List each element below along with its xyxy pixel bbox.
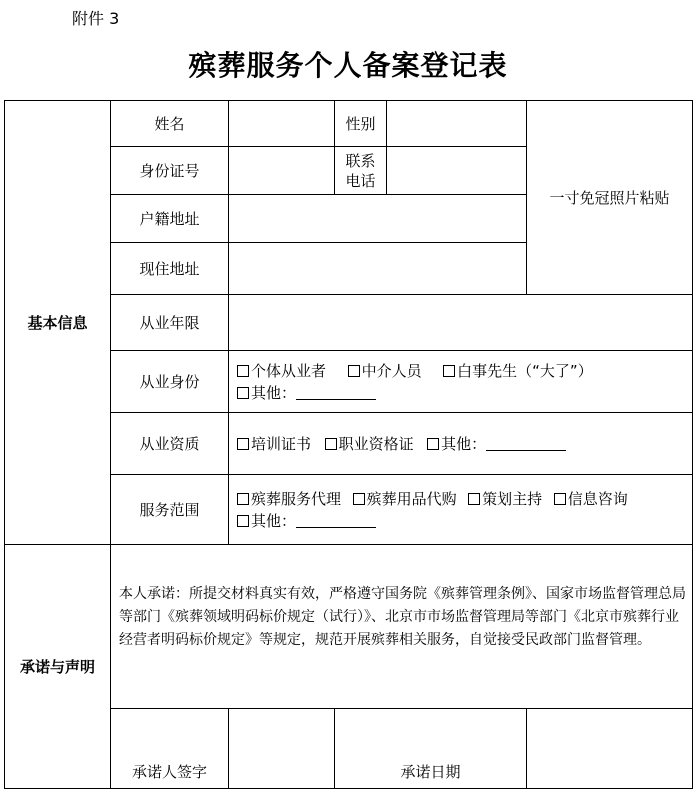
other-blank-line[interactable] — [296, 513, 376, 528]
household-address-label: 户籍地址 — [111, 195, 229, 243]
registration-form-table — [4, 100, 693, 789]
identity-option-funeral-master[interactable] — [443, 362, 593, 380]
id-number-field[interactable] — [229, 147, 335, 195]
checkbox-icon — [554, 493, 566, 505]
gender-label: 性别 — [335, 101, 387, 147]
work-identity-label: 从业身份 — [111, 351, 229, 413]
id-number-label: 身份证号 — [111, 147, 229, 195]
option-label: 个体从业者 — [251, 361, 327, 380]
checkbox-icon — [237, 387, 249, 399]
checkbox-icon — [468, 493, 480, 505]
current-address-label: 现住地址 — [111, 243, 229, 295]
checkbox-icon — [348, 365, 360, 377]
pledge-text: 本人承诺：所提交材料真实有效，严格遵守国务院《殡葬管理条例》、国家市场监督管理总局等部门《殡葬领域明码标价规定（试行）》、北京市市场监督管理局等部门《北京市殡葬行业经营者明码标价规定》等规定，规范开展殡葬相关服务，自觉接受民政部门监督管理。 — [111, 545, 693, 709]
work-identity-options — [229, 351, 693, 413]
option-label: 职业资格证 — [338, 434, 414, 453]
qualification-option-other[interactable] — [427, 435, 566, 453]
gender-field[interactable] — [387, 101, 527, 147]
checkbox-icon — [237, 493, 249, 505]
option-label: 信息咨询 — [567, 489, 628, 508]
other-blank-line[interactable] — [296, 385, 376, 400]
scope-option-agency[interactable] — [237, 490, 341, 508]
option-label: 殡葬服务代理 — [251, 489, 342, 508]
household-address-field[interactable] — [229, 195, 527, 243]
other-blank-line[interactable] — [486, 436, 566, 451]
work-years-label: 从业年限 — [111, 295, 229, 351]
qualification-options — [229, 413, 693, 475]
checkbox-icon — [325, 438, 337, 450]
checkbox-icon — [237, 365, 249, 377]
checkbox-icon — [353, 493, 365, 505]
section-pledge: 承诺与声明 — [5, 545, 111, 789]
checkbox-icon — [427, 438, 439, 450]
qualification-option-professional-cert[interactable] — [325, 435, 414, 453]
option-label: 其他： — [251, 383, 297, 402]
option-label: 其他： — [251, 511, 297, 530]
signature-field[interactable] — [229, 709, 335, 789]
form-title: 殡葬服务个人备案登记表 — [188, 49, 508, 82]
pledge-date-label: 承诺日期 — [335, 709, 527, 789]
qualification-option-training-cert[interactable] — [237, 435, 311, 453]
contact-label-line1: 联系 — [345, 151, 376, 170]
checkbox-icon — [237, 438, 249, 450]
scope-option-consulting[interactable] — [554, 490, 628, 508]
scope-option-planning[interactable] — [468, 490, 542, 508]
photo-label: 一寸免冠照片粘贴 — [549, 189, 670, 207]
identity-option-intermediary[interactable] — [348, 362, 422, 380]
checkbox-icon — [443, 365, 455, 377]
qualification-label: 从业资质 — [111, 413, 229, 475]
pledge-date-field[interactable] — [527, 709, 693, 789]
name-label: 姓名 — [111, 101, 229, 147]
contact-phone-label — [335, 147, 387, 195]
identity-option-individual[interactable] — [237, 362, 326, 380]
option-label: 中介人员 — [361, 361, 422, 380]
identity-option-other[interactable] — [237, 384, 376, 402]
option-label: 培训证书 — [251, 434, 312, 453]
work-years-field[interactable] — [229, 295, 693, 351]
scope-option-purchase[interactable] — [353, 490, 457, 508]
option-label: 其他： — [441, 434, 487, 453]
attachment-label: 附件 3 — [72, 9, 120, 28]
photo-area[interactable] — [527, 101, 693, 295]
service-scope-options — [229, 475, 693, 545]
section-basic-info: 基本信息 — [5, 101, 111, 545]
signature-label: 承诺人签字 — [111, 709, 229, 789]
service-scope-label: 服务范围 — [111, 475, 229, 545]
contact-phone-field[interactable] — [387, 147, 527, 195]
option-label: 白事先生（“大了”） — [457, 361, 593, 380]
option-label: 策划主持 — [482, 489, 543, 508]
name-field[interactable] — [229, 101, 335, 147]
current-address-field[interactable] — [229, 243, 527, 295]
checkbox-icon — [237, 515, 249, 527]
contact-label-line2: 电话 — [345, 171, 376, 190]
scope-option-other[interactable] — [237, 512, 376, 530]
option-label: 殡葬用品代购 — [366, 489, 457, 508]
